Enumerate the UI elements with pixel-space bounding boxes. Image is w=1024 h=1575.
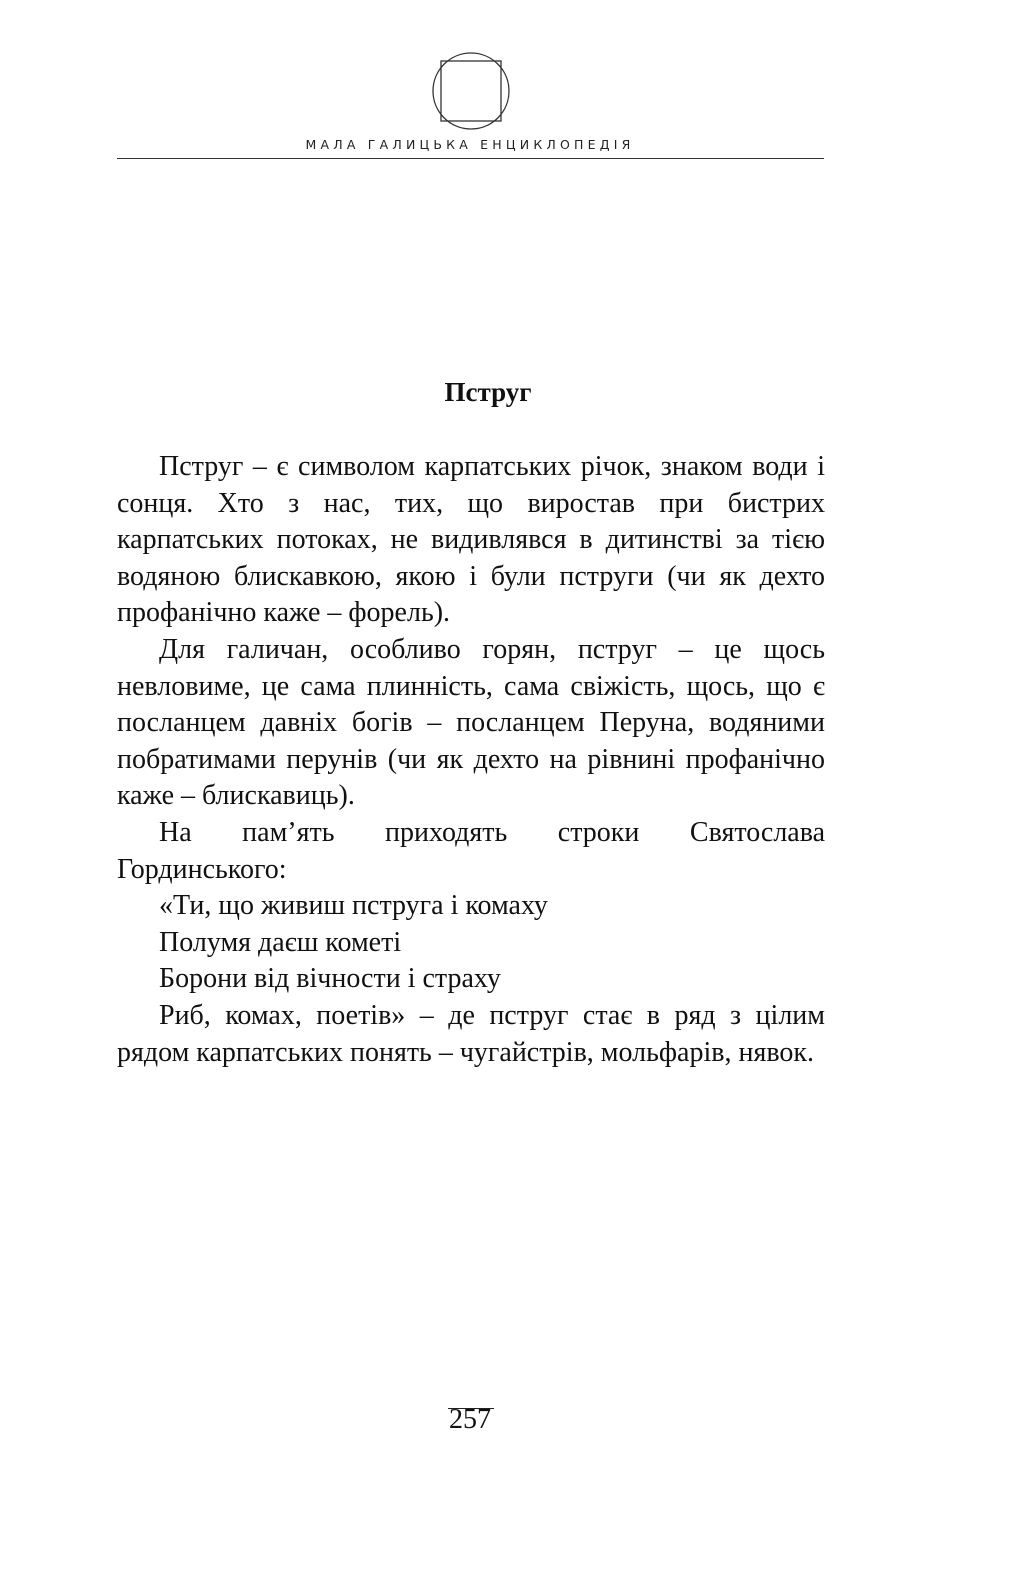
paragraph: Для галичан, особливо горян, пструг – це щось невловиме, це сама плинність, сама свіжість, щось, що є посланцем давніх богів – посланцем Перуна, водяними побратимами перунів (чи як дехто на рівнині профанічно каже – блискавиць).: [117, 633, 825, 812]
verse-line: «Ти, що живиш пструга і комаху: [159, 890, 548, 922]
header-divider: [117, 158, 824, 159]
paragraph: На пам’ять приходять строки Святослава Гординського:: [117, 816, 825, 885]
verse-line: Борони від вічности і страху: [159, 963, 501, 995]
circle-square-emblem-icon: [428, 48, 514, 134]
page-number: 257: [449, 1404, 491, 1435]
paragraph: Пструг – є символом карпатських річок, знаком води і сонця. Хто з нас, тих, що виростав при бистрих карпатських потоках, не видивлявся в дитинстві за тією водяною блискавкою, якою і були пструги (чи як дехто профанічно каже – форель).: [117, 451, 825, 629]
verse-line: Полумя даєш кометі: [159, 926, 402, 958]
entry-body: [117, 449, 825, 1071]
paragraph: Риб, комах, поетів» – де пструг стає в ряд з цілим рядом карпатських понять – чугайстрів, мольфарів, нявок.: [117, 999, 825, 1068]
entry-title: Пструг: [444, 377, 532, 407]
series-title: МАЛА ГАЛИЦЬКА ЕНЦИКЛОПЕДІЯ: [305, 137, 635, 152]
